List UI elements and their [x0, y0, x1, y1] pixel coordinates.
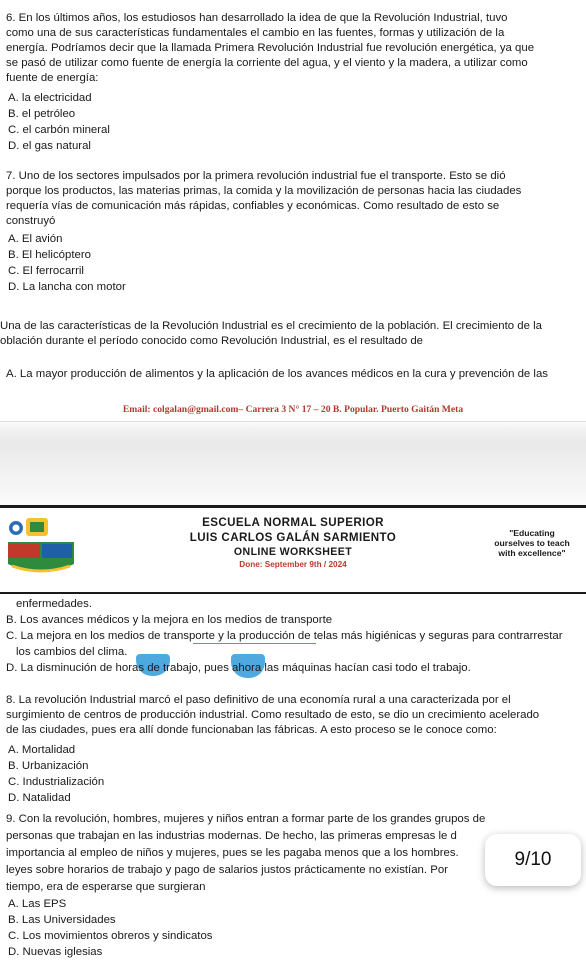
q7-line: porque los productos, las materias primas, la comida y la movilización de personas hacia las ciudades [6, 185, 522, 197]
q6-line: fuente de energía: [6, 72, 99, 84]
q7-line: construyó [6, 215, 56, 227]
q6-line: 6. En los últimos años, los estudiosos han desarrollado la idea de que la Revolución Industrial, tuvo [6, 12, 508, 24]
q9-line: 9. Con la revolución, hombres, mujeres y niños entran a formar parte de los grandes grupos de [6, 813, 486, 825]
question-8-stem [6, 693, 580, 738]
q9-option-d[interactable]: D. Nuevas iglesias [8, 946, 103, 958]
page-gap [0, 420, 586, 518]
carry-line: enfermedades. [16, 598, 92, 610]
growth-question-line: oblación durante el período conocido como Revolución Industrial, es el resultado de [0, 335, 423, 347]
q8-option-d[interactable]: D. Natalidad [8, 792, 71, 804]
q9-line: tiempo, era de esperarse que surgieran [6, 881, 206, 893]
q9-option-a[interactable]: A. Las EPS [8, 898, 67, 910]
q6-line: energía. Podríamos decir que la llamada Primera Revolución Industrial fue revolución energética, ya que [6, 42, 535, 54]
score-badge: 9/10 [485, 834, 581, 886]
school-motto [480, 528, 584, 558]
growth-option-c[interactable]: C. La mejora en los medios de transporte y la producción de telas más higiénicas y seguras para contrarrestar [6, 630, 563, 642]
q7-option-d[interactable]: D. La lancha con motor [8, 281, 126, 293]
growth-option-c-continuation: los cambios del clima. [16, 646, 128, 658]
worksheet-title: ONLINE WORKSHEET [233, 546, 353, 558]
q9-line: personas que trabajan en las industrias modernas. De hecho, las primeras empresas le d [6, 830, 457, 842]
q7-line: requería vías de comunicación más rápidas, confiables y económicas. Como resultado de esto se [6, 200, 500, 212]
motto-line: "Educating [509, 528, 555, 538]
q7-option-c[interactable]: C. El ferrocarril [8, 265, 84, 277]
motto-line: ourselves to teach [494, 538, 570, 548]
motto-line: with excellence" [498, 548, 566, 558]
question-6-stem [6, 11, 578, 86]
growth-option-a[interactable]: A. La mayor producción de alimentos y la aplicación de los avances médicos en la cura y prevención de las [6, 368, 548, 380]
q7-option-a[interactable]: A. El avión [8, 233, 63, 245]
growth-option-d[interactable]: D. La disminución de horas de trabajo, pues ahora las máquinas hacían casi todo el trabajo. [6, 662, 471, 674]
footer-email: Email: colgalan@gmail.com– Carrera 3 N° 17 – 20 B. Popular. Puerto Gaitán Meta [122, 404, 464, 415]
q6-option-d[interactable]: D. el gas natural [8, 140, 91, 152]
q8-option-c[interactable]: C. Industrialización [8, 776, 105, 788]
q7-option-b[interactable]: B. El helicóptero [8, 249, 91, 261]
q8-option-a[interactable]: A. Mortalidad [8, 744, 76, 756]
q9-line: importancia al empleo de niños y mujeres, pues se les pagaba menos que a los hombres. [6, 847, 459, 859]
q8-line: de las ciudades, pues era allí donde funcionaban las fábricas. A esto proceso se le conoce como: [6, 724, 497, 736]
done-date: Done: September 9th / 2024 [239, 560, 347, 569]
q6-option-b[interactable]: B. el petróleo [8, 108, 76, 120]
q8-line: surgimiento de centros de producción industrial. Como resultado de esto, se dio un crecimiento acelerado [6, 709, 540, 721]
header-bottom-rule [0, 592, 586, 594]
q9-option-b[interactable]: B. Las Universidades [8, 914, 116, 926]
q9-option-c[interactable]: C. Los movimientos obreros y sindicatos [8, 930, 213, 942]
q6-option-c[interactable]: C. el carbón mineral [8, 124, 110, 136]
q6-line: se pasó de utilizar como fuente de energía la corriente del agua, y el viento y la madera, a utilizar como [6, 57, 528, 69]
school-name-line1: ESCUELA NORMAL SUPERIOR [202, 516, 384, 529]
q6-line: como una de sus características fundamentales el cambio en las fuentes, formas y utilización de la [6, 27, 505, 39]
transport-underline [193, 643, 316, 644]
growth-option-b[interactable]: B. Los avances médicos y la mejora en los medios de transporte [6, 614, 333, 626]
page-divider [0, 421, 586, 422]
school-name-line2: LUIS CARLOS GALÁN SARMIENTO [189, 531, 397, 544]
q7-line: 7. Uno de los sectores impulsados por la primera revolución industrial fue el transporte. Esto se dió [6, 170, 506, 182]
header-top-rule [0, 505, 586, 508]
q8-option-b[interactable]: B. Urbanización [8, 760, 89, 772]
q8-line: 8. La revolución Industrial marcó el paso definitivo de una economía rural a una caracterizada por el [6, 694, 511, 706]
question-7-stem [6, 169, 578, 229]
q9-line: leyes sobre horarios de trabajo y pago de salarios justos prácticamente no existían. Por [6, 864, 448, 876]
growth-question-line: Una de las características de la Revolución Industrial es el crecimiento de la población. El crecimiento de la [0, 320, 542, 332]
q6-option-a[interactable]: A. la electricidad [8, 92, 92, 104]
